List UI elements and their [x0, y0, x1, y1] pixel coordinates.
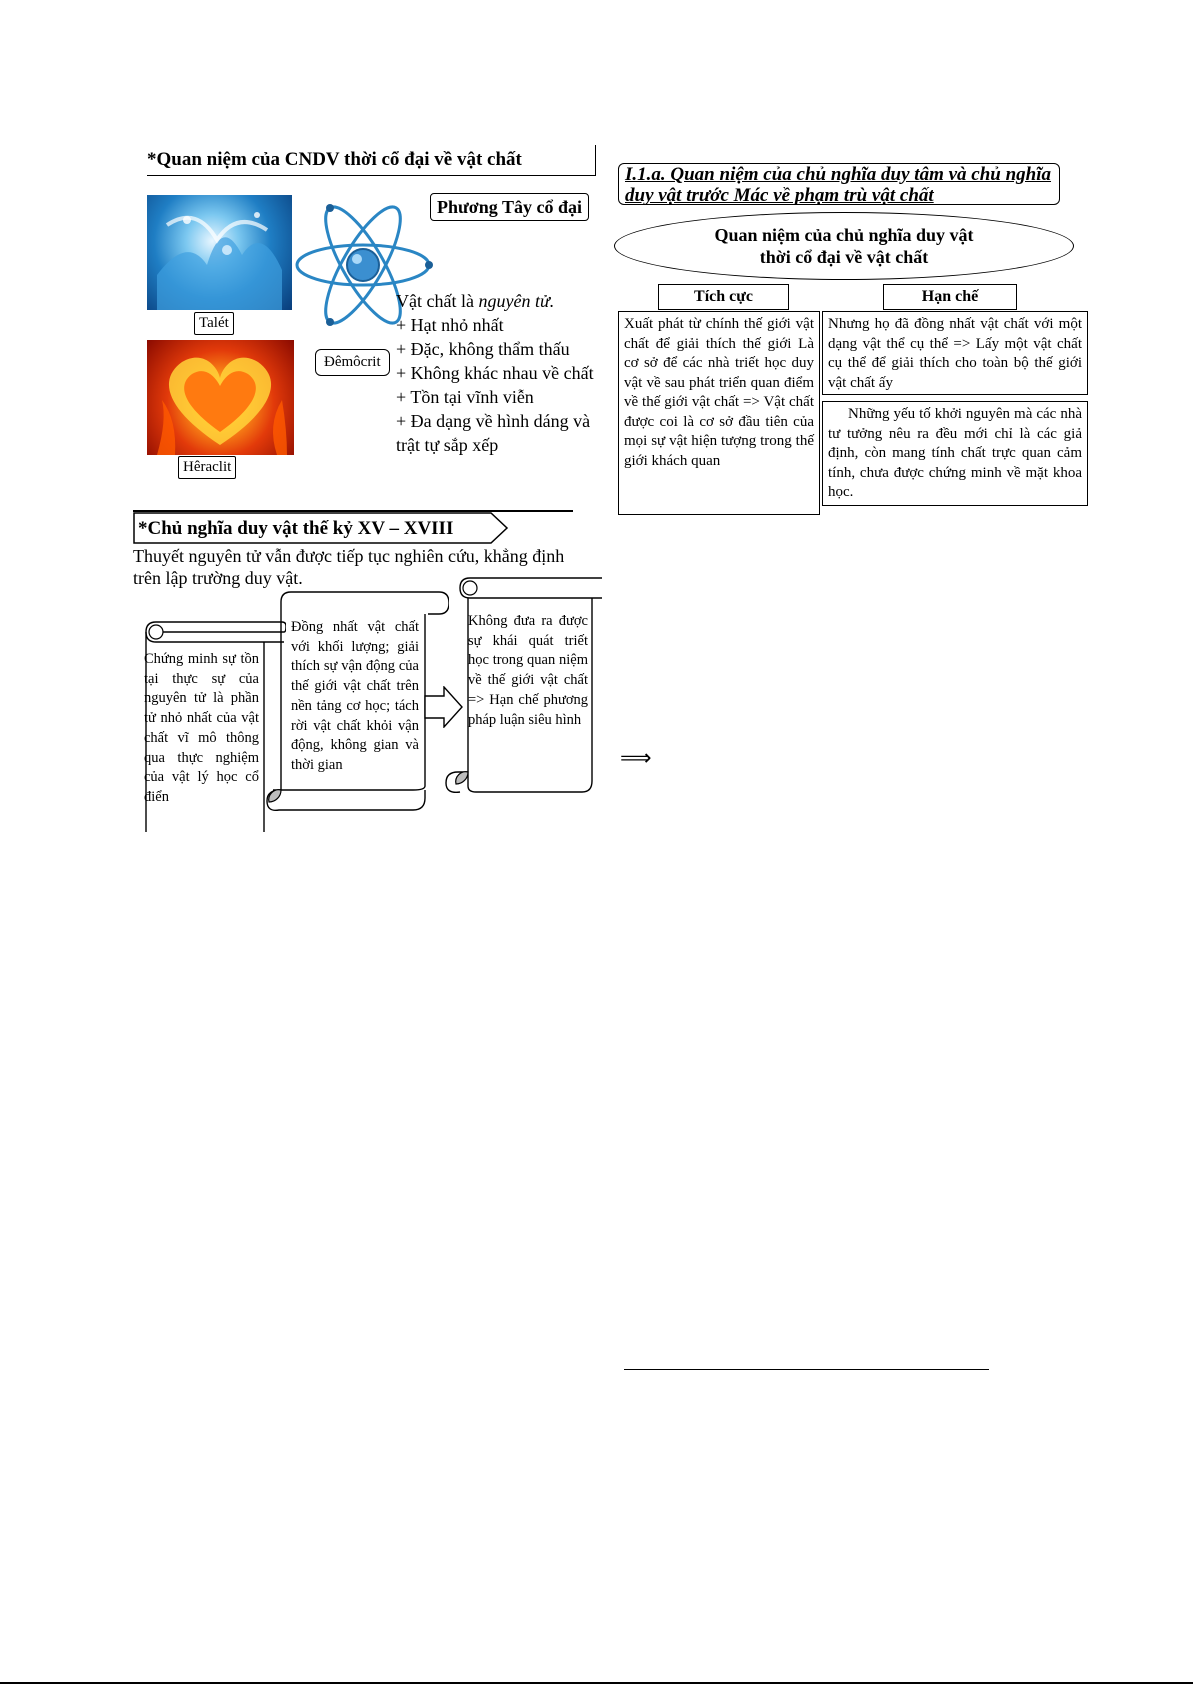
limitation-box-1: Nhưng họ đã đồng nhất vật chất với một dạng vật thể cụ thể => Lấy một vật chất cụ thể để giải thích cho toàn bộ thế giới vật chất ấy: [822, 311, 1088, 395]
atom-line: + Tồn tại vĩnh viễn: [396, 387, 534, 407]
atom-line: + Đa dạng về hình dáng và: [396, 411, 591, 431]
label-positive: Tích cực: [658, 284, 789, 310]
ellipse-title-line: Quan niệm của chủ nghĩa duy vật: [714, 225, 974, 245]
limitation-box-2: Những yếu tố khởi nguyên mà các nhà tư tưởng nêu ra đều mới chỉ là các giả định, còn mang tính chất trực quan cảm tính, chưa được chứng minh về mặt khoa học.: [822, 401, 1088, 506]
water-image: [147, 195, 292, 310]
section-paragraph: Thuyết nguyên tử vẫn được tiếp tục nghiên cứu, khẳng định trên lập trường duy vật.: [133, 546, 565, 588]
caption-talet: Talét: [194, 312, 234, 335]
page-bottom-rule: [0, 1682, 1193, 1684]
label-limitation: Hạn chế: [883, 284, 1017, 310]
ellipse-title: [614, 212, 1074, 280]
atom-properties-list: [396, 289, 606, 457]
atom-line: Vật chất là nguyên tử.: [396, 291, 555, 311]
footnote-rule: [624, 1369, 989, 1370]
scroll-box-3: [440, 576, 602, 796]
atom-line: + Hạt nhỏ nhất: [396, 315, 504, 335]
section-heading-modern-materialism: *Chủ nghĩa duy vật thế kỷ XV – XVIII: [138, 518, 454, 539]
section-heading-ancient-materialism: *Quan niệm của CNDV thời cổ đại về vật chất: [147, 145, 596, 176]
caption-heraclit: Hêraclit: [178, 456, 236, 479]
section-heading-pre-marx: I.1.a. Quan niệm của chủ nghĩa duy tâm và chủ nghĩa duy vật trước Mác về phạm trù vật chất: [618, 163, 1060, 205]
fire-heart-image: [147, 340, 294, 455]
scroll-text-1: Chứng minh sự tồn tại thực sự của nguyên tử là phần tử nhỏ nhất của vật chất vĩ mô thông qua thực nghiệm của vật lý học cổ điển: [144, 651, 259, 805]
scroll-text-2: Đồng nhất vật chất với khối lượng; giải thích sự vận động của thế giới vật chất trên nền tảng cơ học; tách rời vật chất khỏi vận động, không gian và thời gian: [291, 619, 419, 773]
label-ancient-west: Phương Tây cổ đại: [430, 193, 589, 221]
atom-line: + Đặc, không thẩm thấu: [396, 339, 570, 359]
positive-points-box: Xuất phát từ chính thế giới vật chất để giải thích thế giới Là cơ sở để các nhà triết học duy vật về sau phát triển quan điểm về thế giới vật chất => Vật chất được coi là cơ sở đầu tiên của mọi sự vật hiện tượng trong thế giới khách quan: [618, 311, 820, 515]
atom-line: + Không khác nhau về chất: [396, 363, 594, 383]
scroll-text-3: Không đưa ra được sự khái quát triết học trong quan niệm về thế giới vật chất => Hạn chế phương pháp luận siêu hình: [468, 613, 588, 728]
atom-line: trật tự sắp xếp: [396, 435, 499, 455]
ellipse-title-line: thời cổ đại về vật chất: [759, 247, 929, 267]
scroll-box-2: [263, 590, 449, 812]
implies-symbol: ⟹: [620, 746, 652, 771]
caption-democrit: Đêmôcrit: [315, 349, 390, 376]
